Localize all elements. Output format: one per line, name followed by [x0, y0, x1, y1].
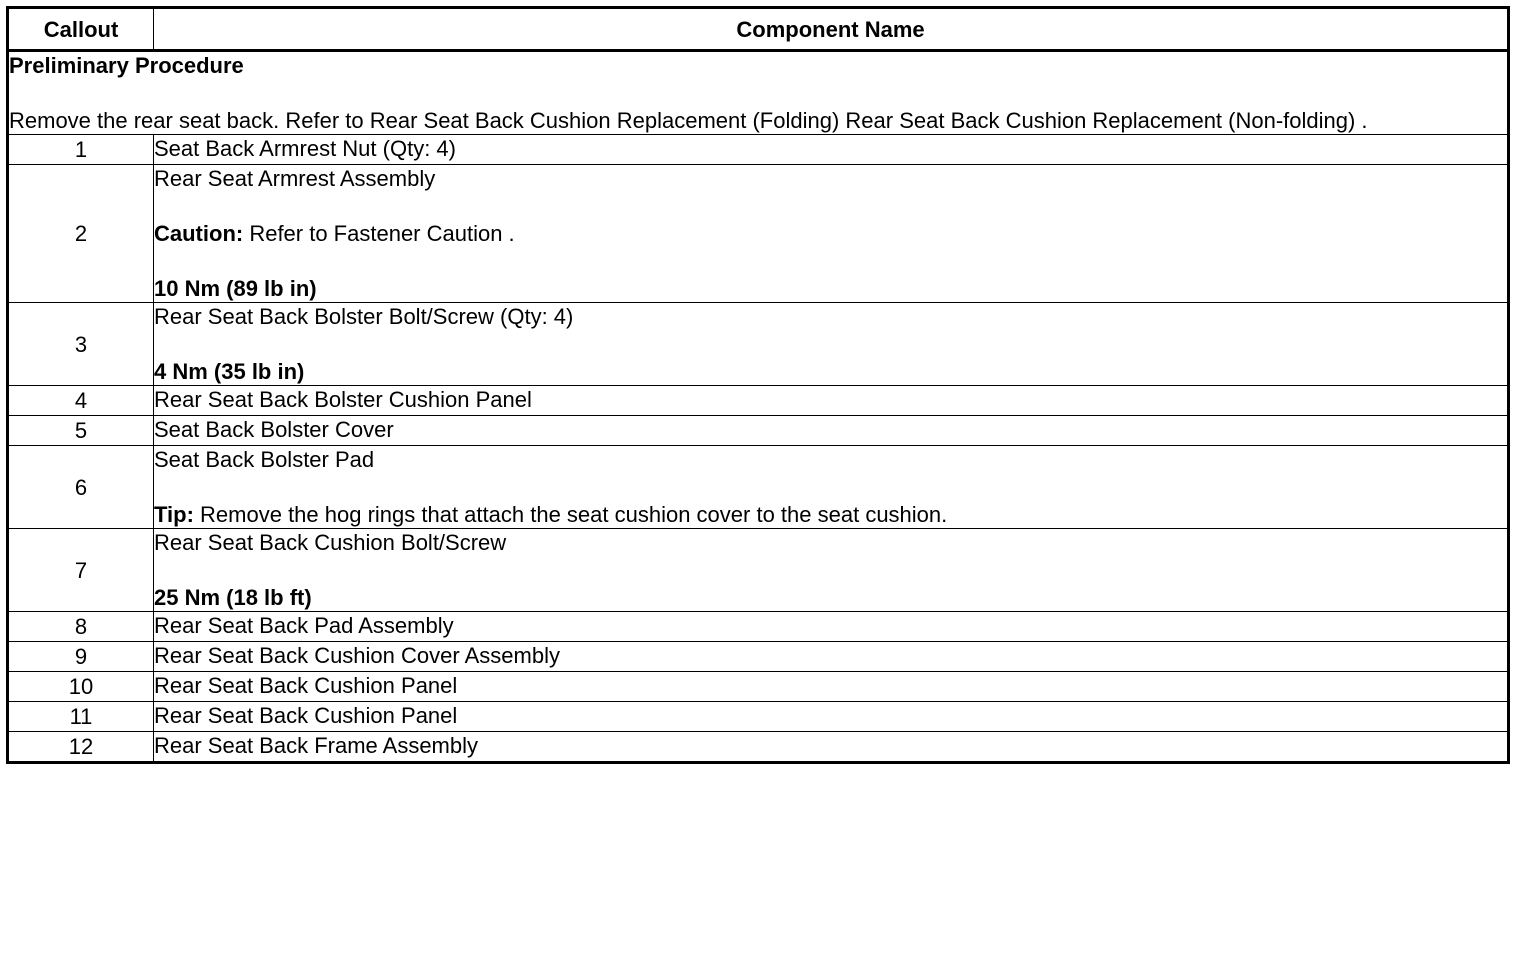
- component-name-text: Seat Back Armrest Nut (Qty: 4): [154, 136, 456, 161]
- callout-number: 3: [8, 303, 154, 386]
- table-row: [8, 446, 1509, 529]
- component-name-text: Rear Seat Back Cushion Bolt/Screw: [154, 530, 507, 555]
- component-name-text: Seat Back Bolster Cover: [154, 417, 394, 442]
- table-row: [8, 303, 1509, 386]
- callout-number: 4: [8, 386, 154, 416]
- component-name: [154, 612, 1509, 642]
- component-name: [154, 303, 1509, 386]
- component-name: [154, 642, 1509, 672]
- component-name-text: Seat Back Bolster Pad: [154, 447, 375, 472]
- component-name-text: Rear Seat Armrest Assembly: [154, 166, 436, 191]
- table-row: [8, 165, 1509, 303]
- tip-text: Remove the hog rings that attach the seat cushion cover to the seat cushion.: [193, 502, 948, 527]
- component-name: [154, 702, 1509, 732]
- torque-spec: 4 Nm (35 lb in): [154, 359, 305, 384]
- component-name: [154, 386, 1509, 416]
- table-row: [8, 386, 1509, 416]
- table-row: [8, 642, 1509, 672]
- preliminary-procedure-title: Preliminary Procedure: [9, 53, 244, 78]
- tip-label: Tip:: [154, 502, 194, 527]
- component-name: [154, 732, 1509, 763]
- callout-column-header: Callout: [8, 8, 154, 51]
- callout-number: 11: [8, 702, 154, 732]
- component-name-text: Rear Seat Back Bolster Bolt/Screw (Qty: 4): [154, 304, 574, 329]
- tip-note: [154, 501, 1507, 528]
- callout-number: 2: [8, 165, 154, 303]
- component-name-text: Rear Seat Back Cushion Cover Assembly: [154, 643, 560, 668]
- component-table-container: [6, 6, 1507, 764]
- component-name: [154, 529, 1509, 612]
- component-name-column-header: Component Name: [154, 8, 1509, 51]
- table-row: [8, 612, 1509, 642]
- component-name: [154, 135, 1509, 165]
- component-name: [154, 672, 1509, 702]
- preliminary-procedure-cell: [8, 51, 1509, 135]
- callout-number: 5: [8, 416, 154, 446]
- preliminary-procedure-row: [8, 51, 1509, 135]
- torque-spec: 10 Nm (89 lb in): [154, 276, 317, 301]
- preliminary-procedure-text: Remove the rear seat back. Refer to Rear Seat Back Cushion Replacement (Folding) Rear Seat Back Cushion Replacement (Non-folding) .: [9, 108, 1368, 133]
- component-name-text: Rear Seat Back Cushion Panel: [154, 673, 458, 698]
- table-row: [8, 135, 1509, 165]
- caution-label: Caution:: [154, 221, 244, 246]
- callout-number: 8: [8, 612, 154, 642]
- callout-number: 9: [8, 642, 154, 672]
- table-row: [8, 702, 1509, 732]
- component-name: [154, 165, 1509, 303]
- component-name-text: Rear Seat Back Frame Assembly: [154, 733, 479, 758]
- table-header-row: [8, 8, 1509, 51]
- component-table: [6, 6, 1510, 764]
- table-row: [8, 416, 1509, 446]
- table-row: [8, 732, 1509, 763]
- callout-number: 7: [8, 529, 154, 612]
- callout-number: 1: [8, 135, 154, 165]
- component-name-text: Rear Seat Back Cushion Panel: [154, 703, 458, 728]
- caution-text: Refer to Fastener Caution .: [243, 221, 515, 246]
- table-row: [8, 672, 1509, 702]
- component-name: [154, 416, 1509, 446]
- callout-number: 10: [8, 672, 154, 702]
- caution-note: [154, 220, 1507, 247]
- component-name-text: Rear Seat Back Bolster Cushion Panel: [154, 387, 532, 412]
- table-row: [8, 529, 1509, 612]
- callout-number: 6: [8, 446, 154, 529]
- component-name: [154, 446, 1509, 529]
- component-name-text: Rear Seat Back Pad Assembly: [154, 613, 454, 638]
- torque-spec: 25 Nm (18 lb ft): [154, 585, 312, 610]
- callout-number: 12: [8, 732, 154, 763]
